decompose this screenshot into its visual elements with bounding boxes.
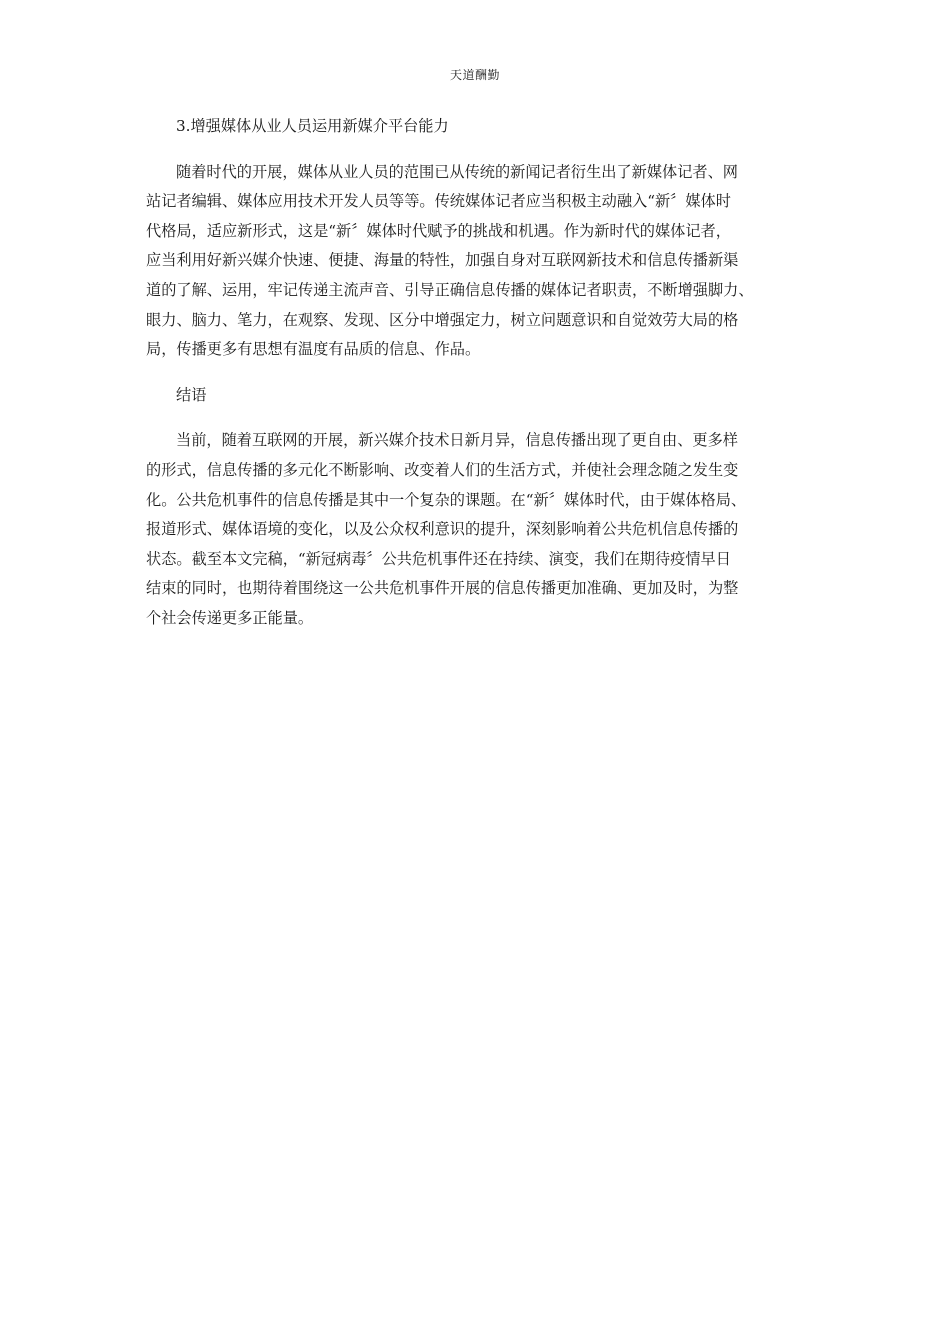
paragraph-line: 站记者编辑、媒体应用技术开发人员等等。传统媒体记者应当积极主动融入“新〞媒体时: [146, 192, 731, 211]
paragraph-line: 眼力、脑力、笔力，在观察、发现、区分中增强定力，树立问题意识和自觉效劳大局的格: [146, 310, 739, 329]
paragraph-line: 状态。截至本文完稿，“新冠病毒〞公共危机事件还在持续、演变，我们在期待疫情早日: [146, 549, 731, 568]
paragraph-line: 局，传播更多有思想有温度有品质的信息、作品。: [146, 340, 481, 359]
section-3-paragraph: [146, 158, 814, 365]
section-3-heading: 3.增强媒体从业人员运用新媒介平台能力: [176, 117, 449, 135]
paragraph-line: 化。公共危机事件的信息传播是其中一个复杂的课题。在“新〞媒体时代，由于媒体格局、: [146, 490, 747, 509]
paragraph-line: 道的了解、运用，牢记传递主流声音、引导正确信息传播的媒体记者职责，不断增强脚力、: [146, 280, 754, 299]
page-header: 天道酬勤: [449, 68, 500, 82]
paragraph-line: 当前，随着互联网的开展，新兴媒介技术日新月异，信息传播出现了更自由、更多样: [176, 431, 738, 450]
conclusion-paragraph: [146, 426, 814, 633]
conclusion-heading-block: [146, 381, 814, 411]
section-heading: [146, 112, 814, 142]
paragraph-line: 报道形式、媒体语境的变化，以及公众权利意识的提升，深刻影响着公共危机信息传播的: [146, 520, 739, 539]
paragraph-line: 应当利用好新兴媒介快速、便捷、海量的特性，加强自身对互联网新技术和信息传播新渠: [146, 251, 739, 270]
document-body: [146, 112, 814, 650]
paragraph-line: 随着时代的开展，媒体从业人员的范围已从传统的新闻记者衍生出了新媒体记者、网: [176, 162, 738, 181]
paragraph-line: 代格局，适应新形式，这是“新〞媒体时代赋予的挑战和机遇。作为新时代的媒体记者，: [146, 221, 731, 240]
paragraph-line: 的形式，信息传播的多元化不断影响、改变着人们的生活方式，并使社会理念随之发生变: [146, 460, 739, 479]
conclusion-heading: 结语: [176, 385, 207, 404]
paragraph-line: 结束的同时，也期待着围绕这一公共危机事件开展的信息传播更加准确、更加及时，为整: [146, 579, 739, 598]
paragraph-line: 个社会传递更多正能量。: [146, 608, 314, 627]
